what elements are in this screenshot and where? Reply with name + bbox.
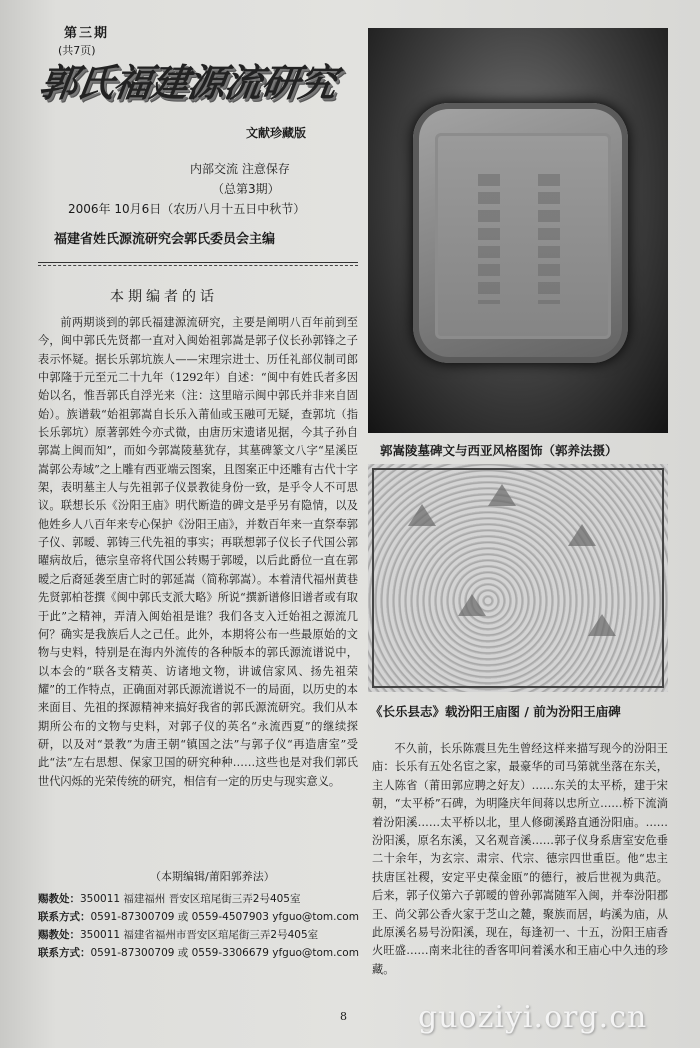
contact-label: 赐教处： — [38, 893, 80, 905]
inscription-column — [538, 174, 560, 304]
mountain-mark — [568, 524, 596, 546]
photo-caption-1: 郭嵩陵墓碑文与西亚风格图饰（郭养法摄） — [380, 443, 618, 458]
right-article-body — [372, 740, 668, 979]
issue-number: 第三期 — [64, 26, 110, 41]
contact-label: 赐教处： — [38, 929, 80, 941]
edition-label: 文献珍藏版 — [246, 126, 307, 140]
mountain-mark — [408, 504, 436, 526]
contact-line — [38, 944, 363, 962]
tombstone-inscription-panel — [435, 133, 611, 339]
mountain-mark — [588, 614, 616, 636]
contact-value: 0591-87300709 或 0559-4507903 yfguo@tom.com — [90, 911, 359, 923]
contact-line — [38, 926, 363, 944]
masthead-title: 郭氏福建源流研究 — [36, 61, 339, 105]
right-article-paragraph: 不久前，长乐陈震旦先生曾经这样来描写现今的汾阳王庙：长乐有五处名宦之家，最豪华的司马第就坐落在东关，主人陈省（莆田郭应聘之好友）……东关的太平桥，建于宋朝，“太平桥”石碑，为明隆庆年间蒋以忠所立……桥下流淌着汾阳溪……太平桥以北，里人修砌溪路直通汾阳庙。……汾阳溪，原名东溪，又名观音溪……郭子仪身系唐室安危垂二十余年，为玄宗、肃宗、代宗、德宗四世重臣。他“忠主扶唐匡社稷，安定平史葆金瓯”的德行，被后世视为典范。后来，郭子仪第六子郭暧的曾孙郭嵩随军入闽，并奉汾阳郡王、尚父郭公香火家于芝山之麓，聚族而居，屿溪为庙，从此原溪名易号汾阳溪，现在，每逢初一、十五，汾阳王庙香火旺盛……南来北往的香客叩问着溪水和王庙心中久违的珍藏。 — [372, 742, 668, 976]
page-number: 8 — [340, 1010, 347, 1023]
publication-date: 2006年 10月6日（农历八月十五日中秋节） — [68, 202, 306, 216]
header-divider-dashed — [38, 265, 358, 266]
tombstone-photo — [368, 28, 668, 433]
contact-label: 联系方式： — [38, 947, 91, 959]
photo-caption-2: 《长乐县志》载汾阳王庙图 / 前为汾阳王庙碑 — [370, 704, 621, 719]
article-signature: （本期编辑/莆阳郭养法） — [150, 870, 275, 883]
temple-map-image — [368, 464, 668, 692]
article-heading: 本期编者的话 — [110, 289, 218, 305]
editor-line: 福建省姓氏源流研究会郭氏委员会主编 — [54, 232, 276, 247]
page-count: (共7页) — [58, 44, 96, 57]
total-issue: （总第3期） — [212, 182, 280, 196]
contact-value: 350011 福建省福州市晋安区琯尾街三弄2号405室 — [80, 929, 319, 941]
contact-value: 0591-87300709 或 0559-3306679 yfguo@tom.com — [90, 947, 359, 959]
contact-line — [38, 908, 363, 926]
map-frame — [372, 468, 664, 688]
contact-value: 350011 福建福州 晋安区琯尾街三弄2号405室 — [80, 893, 301, 905]
mountain-mark — [488, 484, 516, 506]
mountain-mark — [458, 594, 486, 616]
internal-notice: 内部交流 注意保存 — [190, 162, 290, 176]
contact-line — [38, 890, 363, 908]
tombstone-stone — [413, 103, 628, 363]
site-watermark: guoziyi.org.cn — [418, 1000, 648, 1035]
inscription-column — [478, 174, 500, 304]
article-body — [38, 314, 358, 791]
article-paragraph: 前两期谈到的郭氏福建源流研究，主要是阐明八百年前到至今，闽中郭氏先贤都一直对入闽始祖郭嵩是郭子仪长孙郭锋之子表示怀疑。据长乐郭坑族人——宋理宗进士、历任礼部仪制司郎中郭隆于元至元二十九年（1292年）自述：“闽中有姓氏者多因始以名，惟吾郭氏自浮光来（注：这里暗示闽中郭氏并非来自固始）。族谱载“始祖郭嵩自长乐入莆仙或玉融可无疑，查郭坑（指长乐郭坑）原著郭姓今亦式微，由唐历宋遗诸见据，今其子孙自郭嵩上闽而知”，而如今郭嵩陵墓犹存，其墓碑篆文八字“星溪臣嵩郭公寿域”之上雕有西亚端云图案，且图案正中还雕有古代十字架，表明墓主人与先祖郭子仪景教徒身份一致，是乎令人不可思议。联想长乐《汾阳王庙》明代断造的碑文是乎另有隐情，以及他姓乡人八百年来专心保护《汾阳王庙》，并数百年来一直祭奉郭子仪、郭暧、郭铸三代先祖的事实；再联想郭子仪长子代国公郭曜病故后，德宗皇帝将代国公转赐于郭暧，以后此爵位一直在郭暧之后裔延袭至唐亡时的郭延嵩（简称郭嵩）。本着清代福州黄巷先贤郭柏苍撰《闽中郭氏支派大略》所说“撰新谱修旧谱者或有取于此”之精神，弄清入闽始祖是谁？我们各支入迁始祖之源流几何？确实是我族后人之己任。此外，本期将公布一些最原始的文物与史料，特别是在海内外流传的各种版本的郭氏源流谱说中，以本会的“联各支精英、访诸地文物，讲诚信家风、扬先祖荣耀”的工作特点，正确面对郭氏源流谱说不一的局面，以历史的本来面目、先祖的探源精神来搞好我省的郭氏源流研究。我们从本期所公布的文物与史料，对郭子仪的英名“永流西夏”的继续探研，以及对“景教”为唐王朝“镇国之法”与郭子仪“再造唐室”受此“法”左右思想、保家卫国的研究种种……这些也是对我们郭氏世代闪烁的光荣传统的研究，相信有一定的历史与现实意义。 — [38, 316, 358, 788]
header-divider — [38, 262, 358, 263]
contact-block — [38, 890, 363, 962]
contact-label: 联系方式： — [38, 911, 91, 923]
